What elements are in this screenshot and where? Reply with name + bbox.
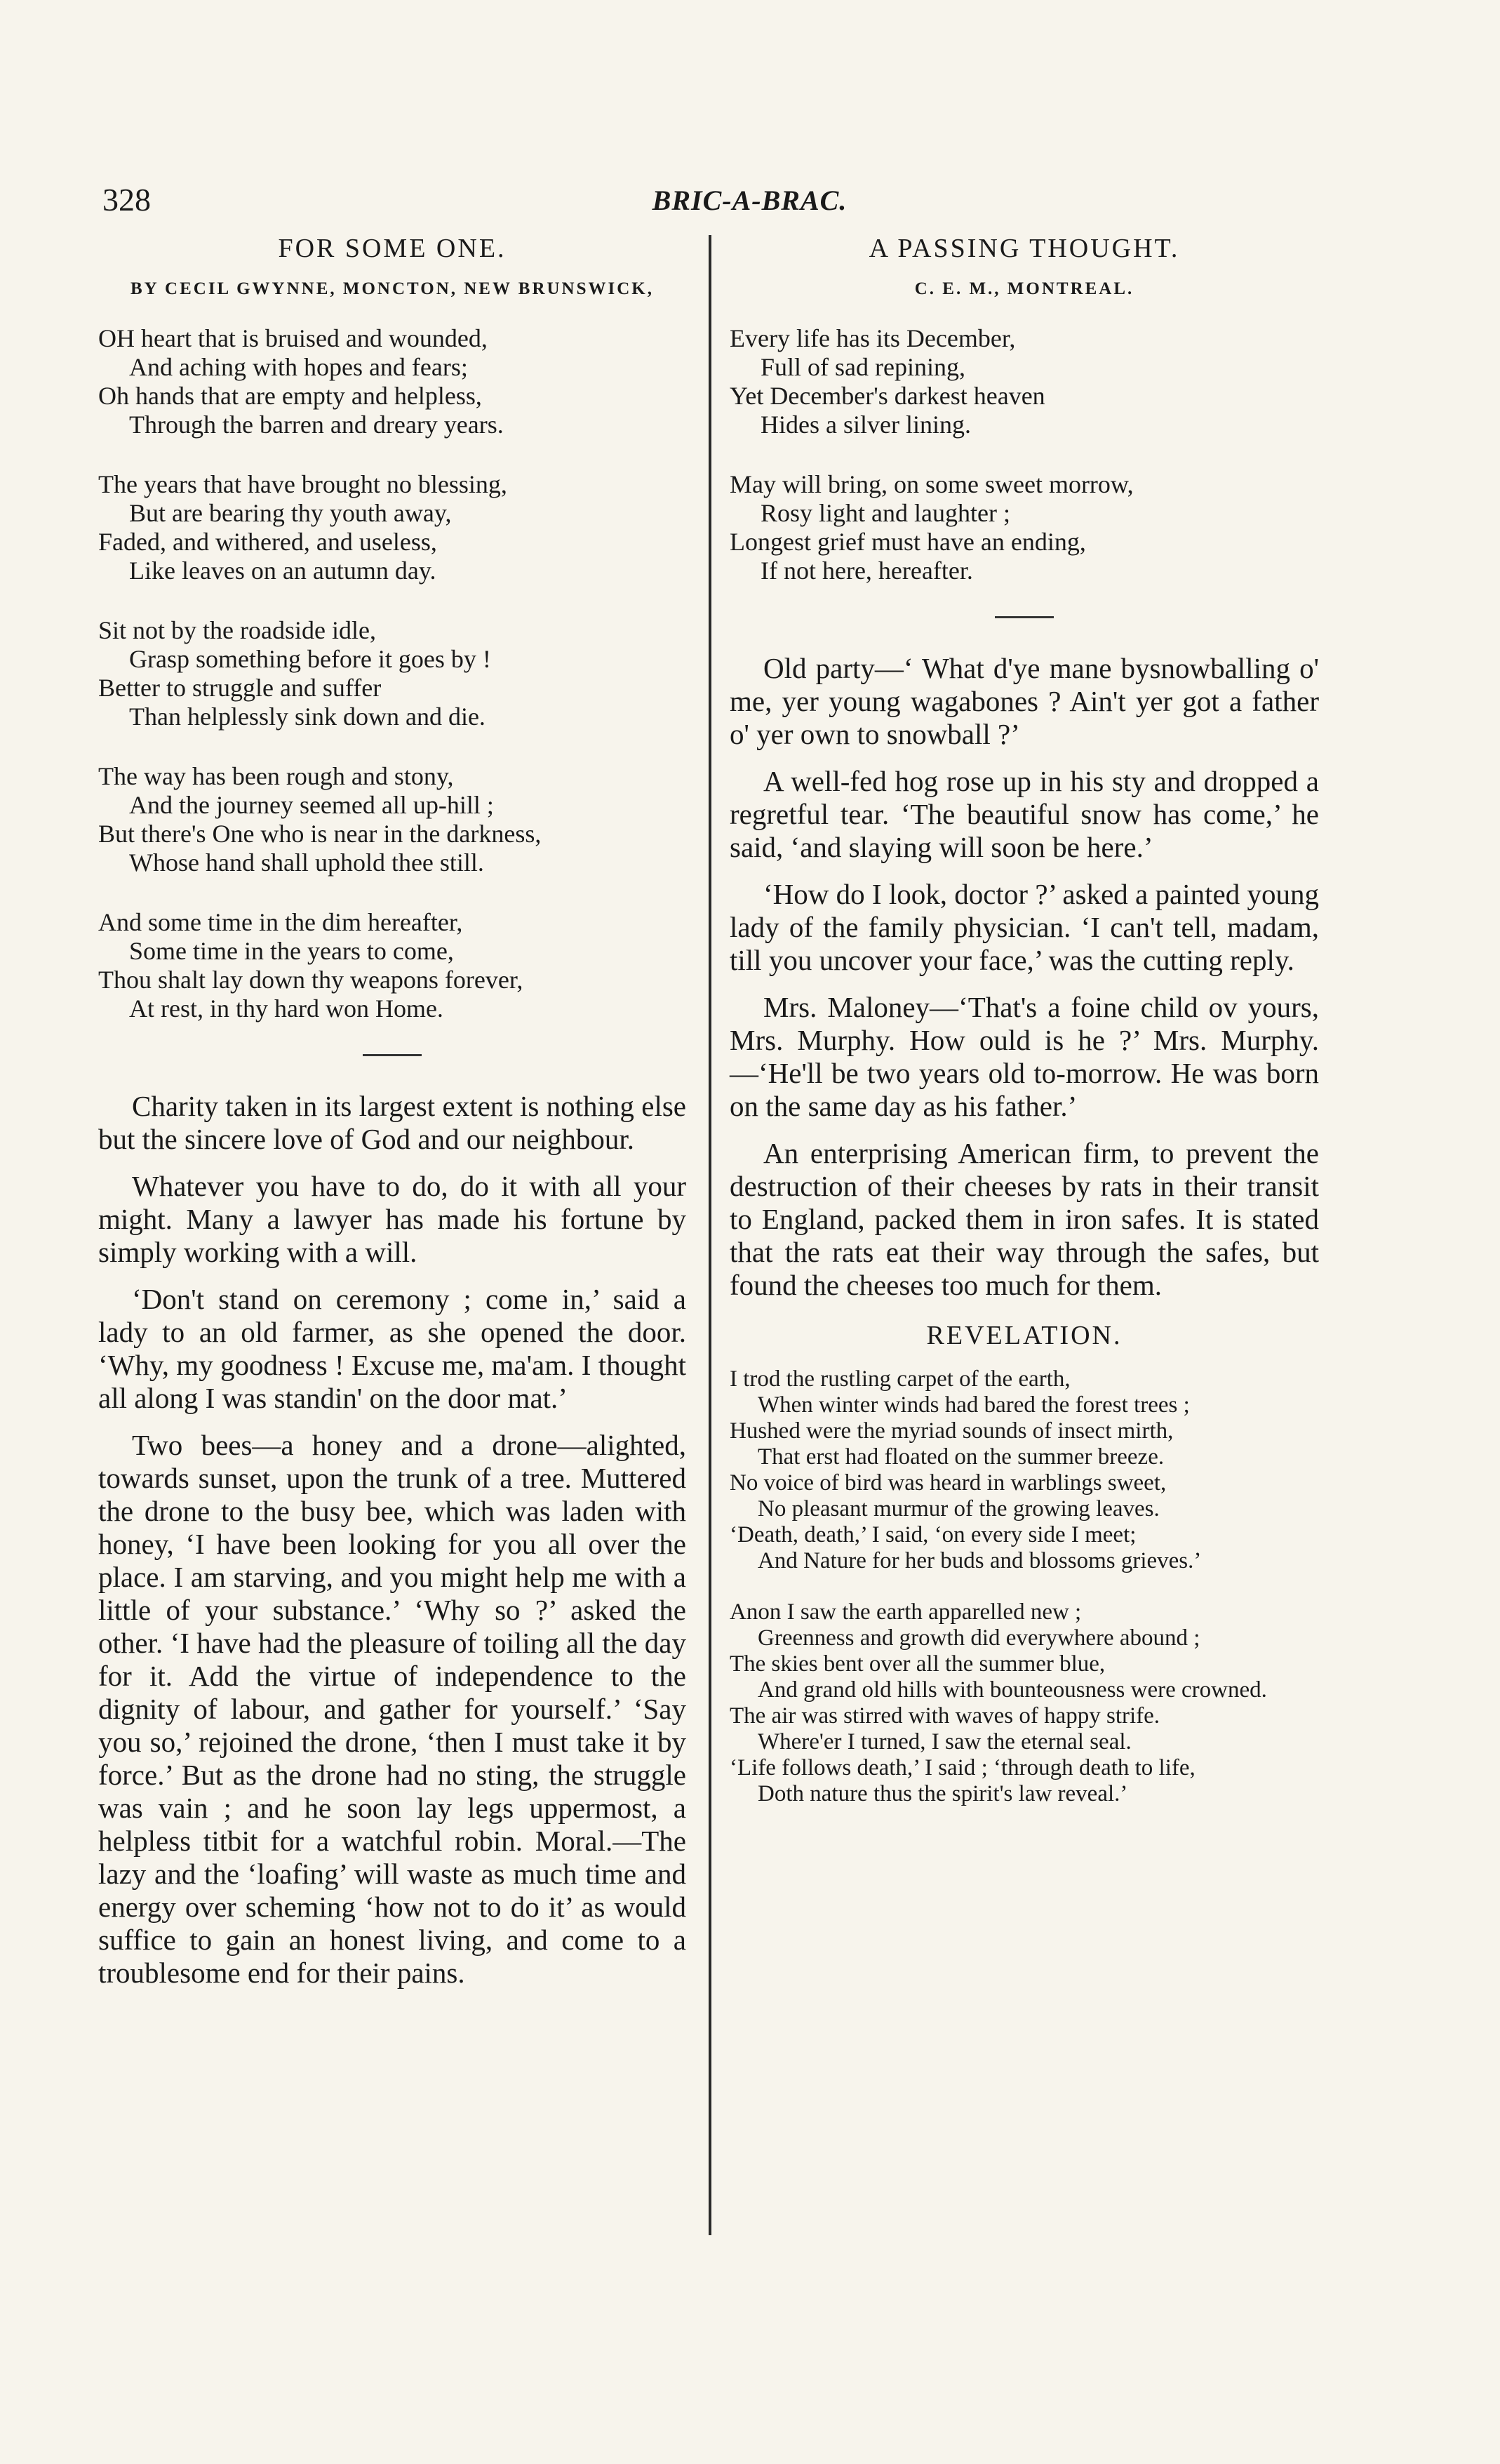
verse-line: Faded, and withered, and useless, xyxy=(98,528,437,556)
paragraph: Mrs. Maloney—‘That's a foine child ov yours, Mrs. Murphy. How ould is he ?’ Mrs. Murphy. —‘He'll be two years old to-morrow. He was born on the same day as his father.’ xyxy=(730,991,1319,1122)
poem-body xyxy=(730,324,1319,585)
verse-line: No voice of bird was heard in warblings sweet, xyxy=(730,1470,1167,1496)
poem-byline: C. E. M., MONTREAL. xyxy=(914,279,1134,298)
verse-line: OH heart that is bruised and wounded, xyxy=(98,324,488,352)
poem-title: A PASSING THOUGHT. xyxy=(869,234,1180,263)
verse-line: Longest grief must have an ending, xyxy=(730,528,1086,556)
verse-line: Rosy light and laughter ; xyxy=(761,499,1010,527)
paragraph: Whatever you have to do, do it with all your might. Many a lawyer has made his fortune by simply working with a will. xyxy=(98,1170,686,1268)
paragraph: Two bees—a honey and a drone—alighted, towards sunset, upon the trunk of a tree. Muttered the drone to the busy bee, which was laden with honey, ‘I have been looking for you all over the place. I am starving, and you might help me with a little of your substance.’ ‘Why so ?’ asked the other. ‘I have had the pleasure of toiling all the day for it. Add the virtue of independence to the dignity of labour, and gather for yourself.’ ‘Say you so,’ rejoined the drone, ‘then I must take it by force.’ But as the drone had no sting, the struggle was vain ; and he soon lay legs uppermost, a helpless titbit for a watchful robin. Moral.—The lazy and the ‘loafing’ will waste as much time and energy over scheming ‘how not to do it’ as would suffice to gain an honest living, and come to a troublesome end for their pains. xyxy=(98,1429,686,1989)
verse-line: Hides a silver lining. xyxy=(761,411,971,439)
verse-line: Full of sad repining, xyxy=(761,353,965,381)
verse-line: Every life has its December, xyxy=(730,324,1016,352)
verse-line: The skies bent over all the summer blue, xyxy=(730,1651,1106,1677)
stanza xyxy=(730,324,1319,439)
verse-line: I trod the rustling carpet of the earth, xyxy=(730,1366,1071,1392)
verse-line: Like leaves on an autumn day. xyxy=(129,557,436,585)
stanza xyxy=(98,324,686,439)
verse-line: Sit not by the roadside idle, xyxy=(98,616,376,644)
verse-line: Some time in the years to come, xyxy=(129,937,454,965)
stanza xyxy=(98,616,686,731)
verse-line: ‘Death, death,’ I said, ‘on every side I meet; xyxy=(730,1522,1137,1547)
verse-line: At rest, in thy hard won Home. xyxy=(129,994,443,1023)
verse-line: The way has been rough and stony, xyxy=(98,762,454,790)
column-divider xyxy=(709,235,711,2235)
poem-body xyxy=(730,1366,1319,1807)
verse-line: Oh hands that are empty and helpless, xyxy=(98,382,482,410)
stanza xyxy=(730,470,1319,585)
prose-section xyxy=(730,652,1319,1302)
paragraph: ‘Don't stand on ceremony ; come in,’ said a lady to an old farmer, as she opened the door. ‘Why, my goodness ! Excuse me, ma'am. I thought all along I was standin' on the door mat.’ xyxy=(98,1283,686,1414)
verse-line: Doth nature thus the spirit's law reveal.’ xyxy=(758,1781,1128,1806)
page-header xyxy=(102,181,1397,230)
verse-line: Where'er I turned, I saw the eternal seal. xyxy=(758,1729,1132,1754)
stanza xyxy=(98,762,686,877)
verse-line: But there's One who is near in the darkness, xyxy=(98,820,542,848)
verse-line: Anon I saw the earth apparelled new ; xyxy=(730,1599,1082,1625)
verse-line: Better to struggle and suffer xyxy=(98,674,382,702)
verse-line: ‘Life follows death,’ I said ; ‘through death to life, xyxy=(730,1755,1196,1780)
poem-title: REVELATION. xyxy=(926,1321,1123,1350)
paragraph: A well-fed hog rose up in his sty and dropped a regretful tear. ‘The beautiful snow has come,’ he said, ‘and slaying will soon be here.’ xyxy=(730,765,1319,863)
verse-line: Than helplessly sink down and die. xyxy=(129,702,486,731)
verse-line: No pleasant murmur of the growing leaves. xyxy=(758,1496,1160,1521)
verse-line: And aching with hopes and fears; xyxy=(129,353,468,381)
poem-body xyxy=(98,324,686,1023)
poem-byline: BY CECIL GWYNNE, MONCTON, NEW BRUNSWICK, xyxy=(130,279,654,298)
verse-line: May will bring, on some sweet morrow, xyxy=(730,470,1134,498)
verse-line: Yet December's darkest heaven xyxy=(730,382,1045,410)
section-separator xyxy=(363,1054,422,1056)
verse-line: And grand old hills with bounteousness were crowned. xyxy=(758,1677,1267,1703)
verse-line: If not here, hereafter. xyxy=(761,557,973,585)
paragraph: Charity taken in its largest extent is nothing else but the sincere love of God and our neighbour. xyxy=(98,1090,686,1155)
poem-title: FOR SOME ONE. xyxy=(278,234,507,263)
stanza xyxy=(730,1599,1319,1807)
page-number: 328 xyxy=(102,182,151,218)
verse-line: And Nature for her buds and blossoms grieves.’ xyxy=(758,1548,1202,1573)
verse-line: Whose hand shall uphold thee still. xyxy=(129,848,484,877)
verse-line: Grasp something before it goes by ! xyxy=(129,645,491,673)
verse-line: Through the barren and dreary years. xyxy=(129,411,504,439)
verse-line: But are bearing thy youth away, xyxy=(129,499,452,527)
paragraph: ‘How do I look, doctor ?’ asked a painted young lady of the family physician. ‘I can't tell, madam, till you uncover your face,’ was the cutting reply. xyxy=(730,878,1319,976)
verse-line: And the journey seemed all up-hill ; xyxy=(129,791,494,819)
verse-line: That erst had floated on the summer breeze. xyxy=(758,1444,1165,1470)
verse-line: Greenness and growth did everywhere abound ; xyxy=(758,1625,1200,1651)
left-column xyxy=(98,232,686,2004)
verse-line: The air was stirred with waves of happy strife. xyxy=(730,1703,1160,1729)
prose-section xyxy=(98,1090,686,1990)
right-column xyxy=(730,232,1319,1832)
verse-line: When winter winds had bared the forest trees ; xyxy=(758,1392,1190,1418)
stanza xyxy=(730,1366,1319,1574)
verse-line: Thou shalt lay down thy weapons forever, xyxy=(98,966,523,994)
stanza xyxy=(98,470,686,585)
verse-line: And some time in the dim hereafter, xyxy=(98,908,463,936)
paragraph: An enterprising American firm, to prevent the destruction of their cheeses by rats in their transit to England, packed them in iron safes. It is stated that the rats eat their way through the safes, but found the cheeses too much for them. xyxy=(730,1137,1319,1301)
verse-line: The years that have brought no blessing, xyxy=(98,470,507,498)
verse-line: Hushed were the myriad sounds of insect mirth, xyxy=(730,1418,1174,1444)
paragraph: Old party—‘ What d'ye mane bysnowballing o' me, yer young wagabones ? Ain't yer got a father o' yer own to snowball ?’ xyxy=(730,652,1319,750)
running-head: BRIC-A-BRAC. xyxy=(652,185,848,216)
section-separator xyxy=(995,616,1054,618)
stanza xyxy=(98,908,686,1023)
